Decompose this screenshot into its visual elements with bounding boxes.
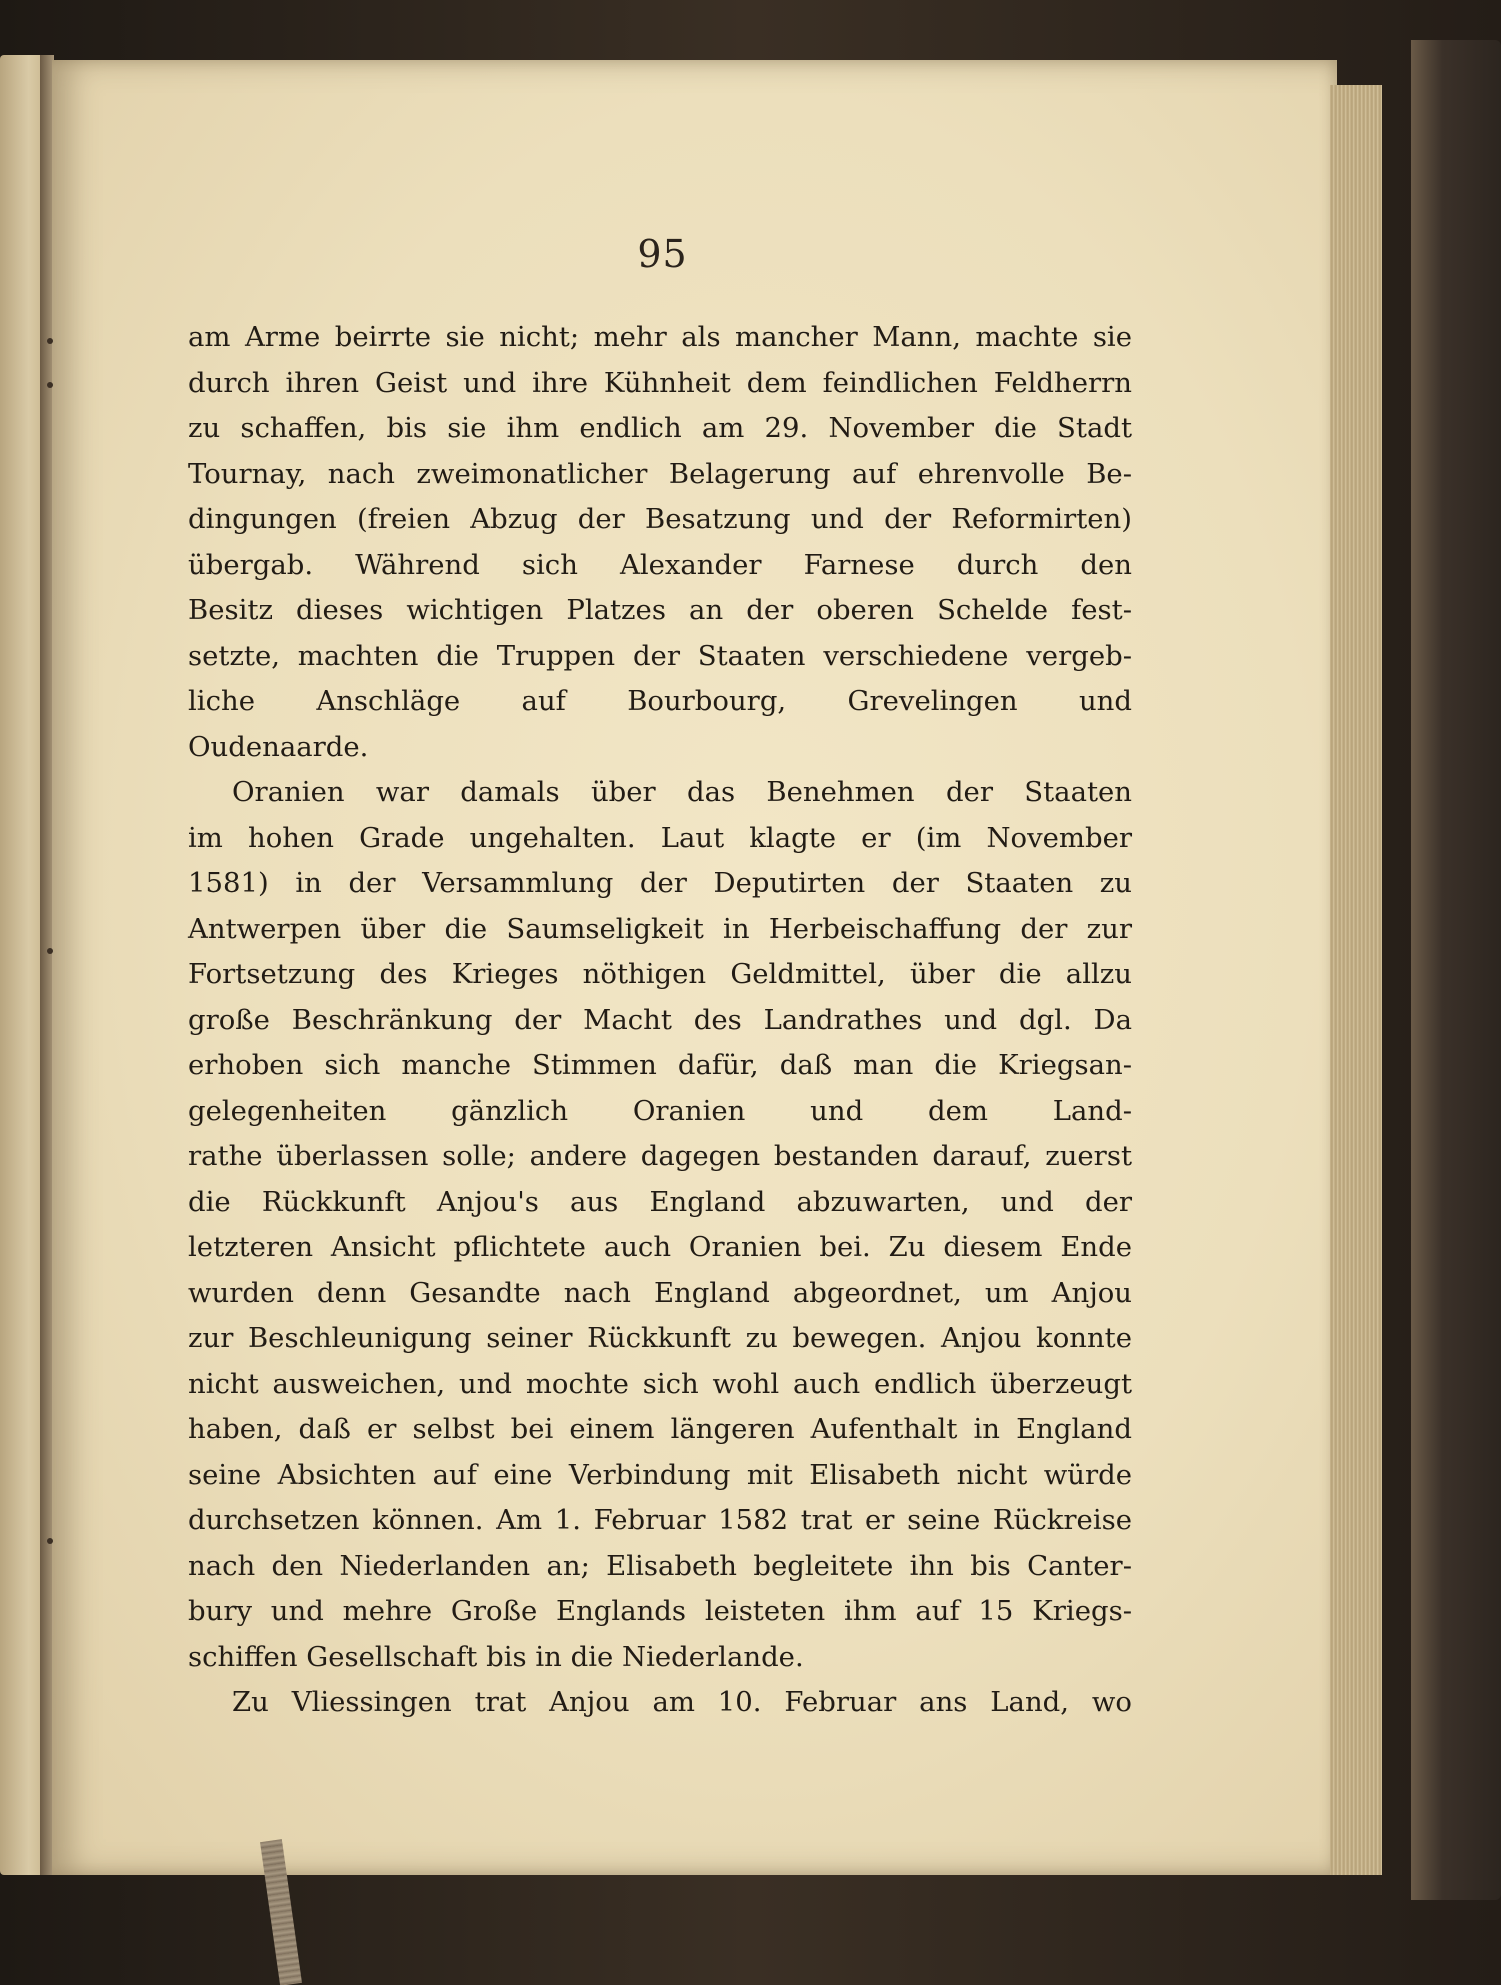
text-line: 1581) in der Versammlung der Deputirten der Staaten zu — [188, 867, 1132, 899]
text-line: letzteren Ansicht pflichtete auch Oranien bei. Zu diesem Ende — [188, 1231, 1132, 1263]
text-line: liche Anschläge auf Bourbourg, Grevelingen und — [188, 685, 1132, 717]
text-line: seine Absichten auf eine Verbindung mit Elisabeth nicht würde — [188, 1458, 1132, 1491]
page-number: 95 — [637, 232, 688, 276]
text-line: dingungen (freien Abzug der Besatzung und der Reformirten) — [188, 503, 1132, 535]
text-line: Zu Vliessingen trat Anjou am 10. Februar ans Land, wo — [232, 1686, 1132, 1718]
text-line: schiffen Gesellschaft bis in die Niederlande. — [188, 1640, 804, 1673]
text-line: übergab. Während sich Alexander Farnese durch den — [188, 548, 1132, 581]
book-cover-edge — [1411, 40, 1501, 1900]
text-line: erhoben sich manche Stimmen dafür, daß man die Kriegsan- — [188, 1049, 1132, 1081]
page-stack-edge — [1330, 85, 1382, 1875]
margin-mark — [47, 948, 53, 954]
margin-mark — [47, 338, 53, 344]
text-line: durchsetzen können. Am 1. Februar 1582 trat er seine Rückreise — [188, 1504, 1132, 1536]
text-line: durch ihren Geist und ihre Kühnheit dem feindlichen Feldherrn — [188, 366, 1132, 399]
text-line: Oudenaarde. — [188, 730, 369, 763]
text-line: Besitz dieses wichtigen Platzes an der oberen Schelde fest- — [188, 594, 1132, 626]
text-line: zu schaffen, bis sie ihm endlich am 29. November die Stadt — [188, 412, 1132, 444]
text-line: bury und mehre Große Englands leisteten ihm auf 15 Kriegs- — [188, 1595, 1132, 1627]
text-line: wurden denn Gesandte nach England abgeordnet, um Anjou — [188, 1276, 1132, 1309]
body-text — [188, 315, 1132, 1726]
text-line: Oranien war damals über das Benehmen der Staaten — [232, 776, 1132, 808]
text-line: am Arme beirrte sie nicht; mehr als mancher Mann, machte sie — [188, 321, 1132, 353]
text-line: haben, daß er selbst bei einem längeren Aufenthalt in England — [188, 1413, 1132, 1445]
text-line: nach den Niederlanden an; Elisabeth begleitete ihn bis Canter- — [188, 1549, 1132, 1582]
margin-mark — [47, 382, 53, 388]
text-line: nicht ausweichen, und mochte sich wohl auch endlich überzeugt — [188, 1367, 1132, 1400]
text-line: große Beschränkung der Macht des Landrathes und dgl. Da — [188, 1003, 1132, 1036]
text-line: die Rückkunft Anjou's aus England abzuwarten, und der — [188, 1185, 1132, 1218]
text-line: Tournay, nach zweimonatlicher Belagerung auf ehrenvolle Be- — [188, 457, 1132, 490]
text-line: rathe überlassen solle; andere dagegen bestanden darauf, zuerst — [188, 1140, 1132, 1172]
text-line: Fortsetzung des Krieges nöthigen Geldmittel, über die allzu — [188, 958, 1132, 990]
text-line: im hohen Grade ungehalten. Laut klagte er (im November — [188, 821, 1132, 854]
text-line: zur Beschleunigung seiner Rückkunft zu bewegen. Anjou konnte — [188, 1322, 1132, 1354]
text-line: gelegenheiten gänzlich Oranien und dem Land- — [188, 1094, 1132, 1127]
margin-mark — [47, 1538, 53, 1544]
text-line: setzte, machten die Truppen der Staaten verschiedene vergeb- — [188, 639, 1132, 672]
text-line: Antwerpen über die Saumseligkeit in Herbeischaffung der zur — [188, 912, 1132, 945]
